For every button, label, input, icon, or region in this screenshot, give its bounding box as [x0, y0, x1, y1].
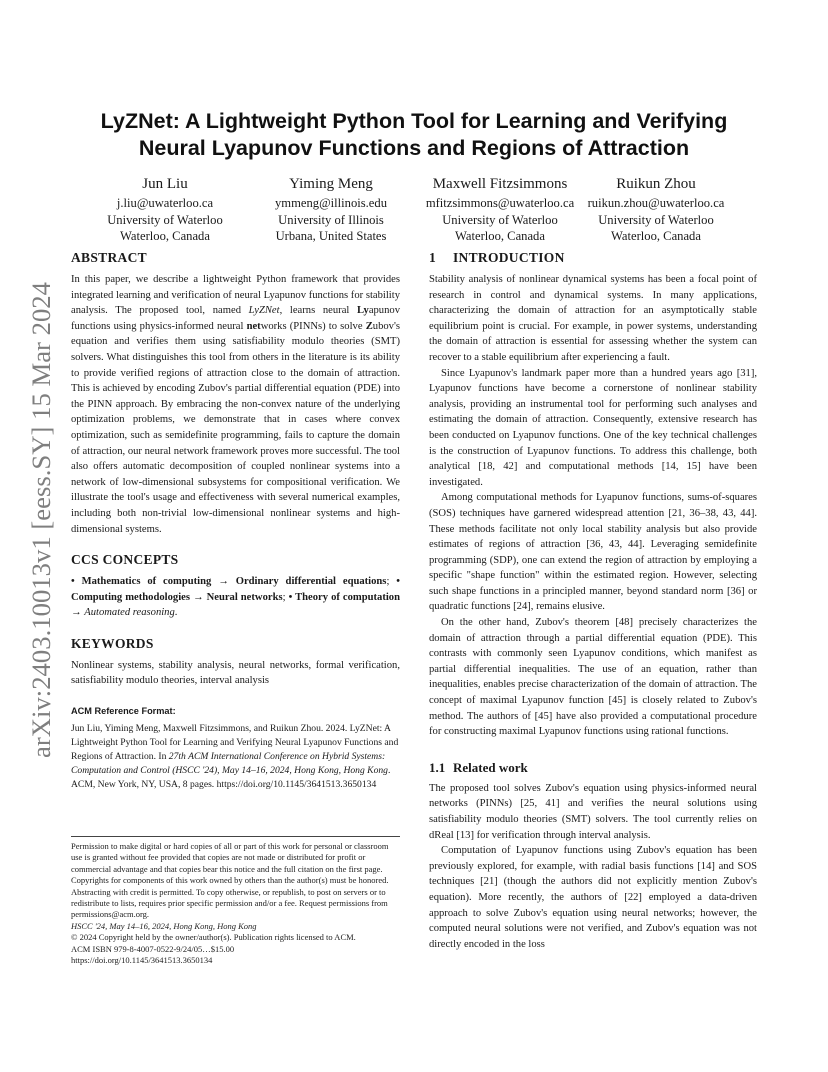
- author-name: Yiming Meng: [289, 176, 373, 192]
- author-email: ruikun.zhou@uwaterloo.ca: [587, 196, 725, 210]
- keywords-text: Nonlinear systems, stability analysis, neural networks, formal verification, satisfiability modulo theories, interval analysis: [71, 659, 400, 687]
- author-1: [100, 175, 230, 245]
- isbn-line: ACM ISBN 979-8-4007-0522-9/24/05…$15.00: [71, 943, 235, 954]
- abstract-text: In this paper, we describe a lightweight Python framework that provides integrated learning and verification of neural Lyapunov functions for stability analysis. The proposed tool, named LyZNet, learns neural Lyapunov functions using physics-informed neural networks (PINNs) to solve Zubov's equation and verifies them using satisfiability modulo theories (SMT) solvers. What distinguishes this tool from others in the literature is its ability to provide verified regions of attraction close to the domain of attraction. This is achieved by encoding Zubov's partial differential equation (PDE) into the PINN approach. By embracing the non-convex nature of the underlying optimization problems, we demonstrate that in cases where convex optimization, such as semidefinite programming, fails to capture the domain of attraction, our neural network framework proves more successful. The tool also offers automatic decomposition of coupled nonlinear systems into a network of low-dimensional subsystems for compositional verification. We illustrate the tool's usage and effectiveness with several numerical examples, including both non-trivial low-dimensional nonlinear systems and high-dimensional systems.: [71, 274, 400, 535]
- title-line-1: LyZNet: A Lightweight Python Tool for Learning and Verifying: [100, 109, 728, 133]
- author-location: Waterloo, Canada: [611, 229, 701, 243]
- author-affiliation: University of Waterloo: [598, 212, 714, 227]
- author-affiliation: University of Waterloo: [107, 212, 223, 227]
- keywords-section: [71, 636, 400, 689]
- conference-line: HSCC '24, May 14–16, 2024, Hong Kong, Hong Kong: [71, 920, 257, 931]
- doi-line: https://doi.org/10.1145/3641513.3650134: [71, 955, 213, 966]
- author-location: Waterloo, Canada: [120, 229, 210, 243]
- ccs-section: [71, 552, 400, 621]
- intro-paragraph-1: Stability analysis of nonlinear dynamical systems has been a focal point of research in control and dynamical systems. In many applications, characterizing the domain of attraction for an asymptotically stable equilibrium point is crucial. For example, in power systems, understanding the domain of attraction is essential for assessing whether the system can recover to a stable equilibrium after experiencing a fault.: [429, 274, 757, 363]
- author-name: Ruikun Zhou: [616, 176, 696, 192]
- author-4: [586, 175, 726, 245]
- author-location: Waterloo, Canada: [455, 229, 545, 243]
- author-2: [266, 175, 396, 245]
- author-email: ymmeng@illinois.edu: [275, 196, 387, 210]
- intro-paragraph-4: On the other hand, Zubov's theorem [48] precisely characterizes the domain of attraction through a partial differential equation (PDE). This contrasts with commonly seen Lyapunov conditions, which manifest as partial differential inequalities. The use of an equation, rather than inequalities, enables precise characterization of the domain of attraction. The concept of maximal Lyapunov function [45] is closely related to Zubov's method. The authors of [45] have also provided a computational procedure for constructing maximal Lyapunov functions using rational functions.: [429, 617, 757, 738]
- introduction-heading: 1 INTRODUCTION: [429, 250, 565, 265]
- intro-paragraph-3: Among computational methods for Lyapunov functions, sums-of-squares (SOS) techniques have garnered widespread attention [21, 36–38, 43, 44]. These methods facilitate not only local stability analysis but also provide estimates of regions of attraction [36, 43, 44]. Leveraging semidefinite programming (SDP), one can extend the region of attraction by employing a specific "shape function" within the estimated region. However, selecting such shape functions in a principled manner, beyond standard norm [36] or quadratic functions [24], remains elusive.: [429, 492, 757, 613]
- author-email: mfitzsimmons@uwaterloo.ca: [425, 196, 575, 210]
- copyright-line: © 2024 Copyright held by the owner/author(s). Publication rights licensed to ACM.: [71, 932, 356, 943]
- arxiv-id-text: arXiv:2403.10013v1 [eess.SY] 15 Mar 2024: [27, 294, 56, 758]
- ccs-text: • Mathematics of computing → Ordinary differential equations; • Computing methodologies → Neural networks; • Theory of computation → Automated reasoning.: [71, 576, 400, 619]
- abstract-heading: ABSTRACT: [71, 250, 147, 265]
- author-name: Jun Liu: [142, 176, 188, 192]
- intro-paragraph-2: Since Lyapunov's landmark paper more than a hundred years ago [31], Lyapunov functions have become a cornerstone of nonlinear stability analysis, providing an instrumental tool for performing such analyses and estimating the domain of attraction. Consequently, extensive research has been conducted on Lyapunov functions. One of the key technical challenges is the construction of Lyapunov functions. To address this challenge, both analytical [18, 42] and computational methods [14, 15] have been investigated.: [429, 367, 757, 488]
- acm-reference-heading: ACM Reference Format:: [71, 706, 176, 717]
- paper-title: [60, 108, 768, 162]
- right-column: [429, 250, 757, 952]
- abstract-section: [71, 250, 400, 537]
- copyright-footnote: [71, 836, 400, 966]
- acm-reference-text: Jun Liu, Yiming Meng, Maxwell Fitzsimmons, and Ruikun Zhou. 2024. LyZNet: A Lightweight Python Tool for Learning and Verifying Neural Lyapunov Functions and Regions of Attraction. In 27th ACM International Conference on Hybrid Systems: Computation and Control (HSCC '24), May 14–16, 2024, Hong Kong, Hong Kong. ACM, New York, NY, USA, 8 pages. https://doi.org/10.1145/3641513.3650134: [71, 722, 399, 790]
- left-column: [71, 250, 400, 792]
- arxiv-identifier: [20, 280, 60, 760]
- permission-text: Permission to make digital or hard copies of all or part of this work for personal or classroom use is granted without fee provided that copies are not made or distributed for profit or commercial advantage and that copies bear this notice and the full citation on the first page. Copyrights for components of this work owned by others than the author(s) must be honored. Abstracting with credit is permitted. To copy otherwise, or republish, to post on servers or to redistribute to lists, requires prior specific permission and/or a fee. Request permissions from permissions@acm.org.: [71, 841, 389, 920]
- keywords-heading: KEYWORDS: [71, 635, 154, 651]
- author-affiliation: University of Illinois: [278, 212, 384, 227]
- related-paragraph-1: The proposed tool solves Zubov's equation using physics-informed neural networks (PINNs) [25, 41] and verifies the neural solutions using satisfiability modulo theories (SMT) solvers. The tool currently relies on dReal [13] for verification through interval analysis.: [429, 782, 757, 841]
- author-affiliation: University of Waterloo: [442, 212, 558, 227]
- ccs-heading: CCS CONCEPTS: [71, 552, 179, 568]
- introduction-section: [429, 250, 757, 740]
- acm-reference-section: [71, 704, 400, 792]
- author-location: Urbana, United States: [275, 229, 387, 243]
- author-3: [420, 175, 580, 245]
- title-line-2: Neural Lyapunov Functions and Regions of Attraction: [138, 136, 690, 160]
- author-email: j.liu@uwaterloo.ca: [116, 196, 214, 210]
- related-paragraph-2: Computation of Lyapunov functions using Zubov's equation has been previously explored, for example, with radial basis functions [14] and SOS techniques [21] (though the authors did not explicitly mention Zubov's equation). More recently, the authors of [22] employed a data-driven approach to solve Zubov's equation using neural networks; however, the computed neural solutions were not verified, and Zubov's equation was not directly encoded in the loss: [429, 845, 757, 950]
- author-name: Maxwell Fitzsimmons: [432, 176, 568, 192]
- related-work-heading: 1.1 Related work: [429, 759, 528, 775]
- related-work-section: [429, 760, 757, 953]
